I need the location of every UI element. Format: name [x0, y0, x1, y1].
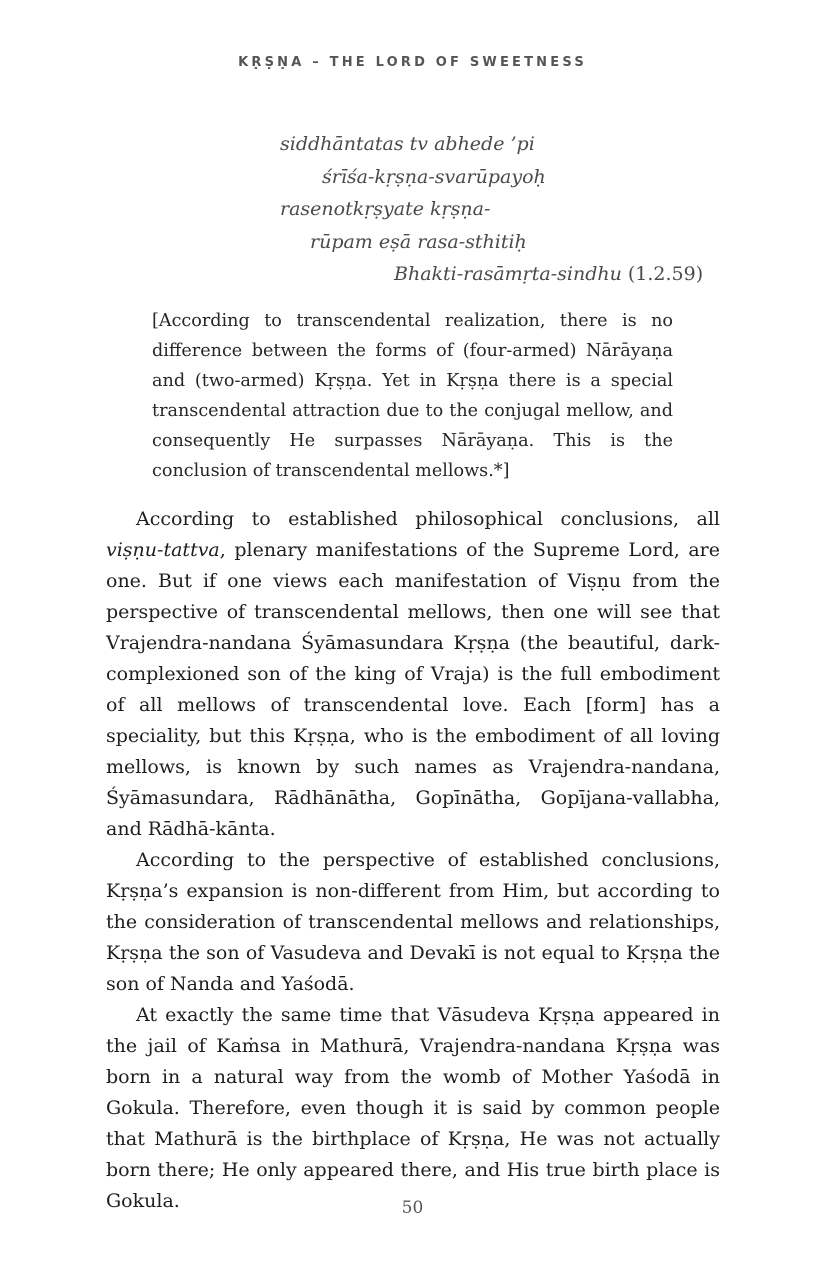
verse-line-1: siddhāntatas tv abhede ’pi: [280, 133, 535, 155]
verse-translation: [152, 306, 673, 486]
verse-line-2: śrīśa-kṛṣṇa-svarūpayoḥ: [322, 165, 546, 188]
verse-source: [280, 258, 720, 291]
body-text: [106, 504, 720, 1217]
verse-line-3: rasenotkṛṣyate kṛṣṇa-: [280, 198, 491, 220]
paragraph-3: At exactly the same time that Vāsudeva Kṛṣṇa appeared in the jail of Kaṁsa in Mathurā, Vrajendra-nandana Kṛṣṇa was born in a natural way from the womb of Mother Yaśodā in Gokula. Therefore, even though it is said by common people that Mathurā is the birthplace of Kṛṣṇa, He was not actually born there; He only appeared there, and His true birth place is Gokula.: [106, 1004, 720, 1212]
paragraph-1-start: According to established philosophical conclusions, all: [136, 508, 720, 530]
paragraph-1-rest: , plenary manifestations of the Supreme Lord, are one. But if one views each manifestation of Viṣṇu from the perspective of transcendental mellows, then one will see that Vrajendra-nandana Śyāmasundara Kṛṣṇa (the beautiful, dark-complexioned son of the king of Vraja) is the full embodiment of all mellows of transcendental love. Each [form] has a speciality, but this Kṛṣṇa, who is the embodiment of all loving mellows, is known by such names as Vrajendra-nandana, Śyāmasundara, Rādhānātha, Gopīnātha, Gopījana-vallabha, and Rādhā-kānta.: [106, 539, 720, 840]
verse-line-4: rūpam eṣā rasa-sthitiḥ: [310, 230, 527, 253]
term-tattva: tattva: [163, 539, 220, 561]
running-head: KṚṢṆA – THE LORD OF SWEETNESS: [238, 55, 587, 70]
verse-source-title: Bhakti-rasāmṛta-sindhu: [394, 263, 622, 285]
verse-source-ref: (1.2.59): [627, 263, 704, 285]
verse-block: [280, 128, 720, 291]
paragraph-2: According to the perspective of established conclusions, Kṛṣṇa’s expansion is non-different from Him, but according to the consideration of transcendental mellows and relationships, Kṛṣṇa the son of Vasudeva and Devakī is not equal to Kṛṣṇa the son of Nanda and Yaśodā.: [106, 849, 720, 995]
term-vishnu: viṣṇu-: [106, 539, 164, 561]
translation-text: [According to transcendental realization, there is no difference between the forms of (four-armed) Nārāyaṇa and (two-armed) Kṛṣṇa. Yet in Kṛṣṇa there is a special transcendental attraction due to the conjugal mellow, and consequently He surpasses Nārāyaṇa. This is the conclusion of transcendental mellows.*]: [152, 311, 673, 481]
paragraph-1: [106, 504, 720, 845]
page-number: 50: [401, 1198, 424, 1218]
